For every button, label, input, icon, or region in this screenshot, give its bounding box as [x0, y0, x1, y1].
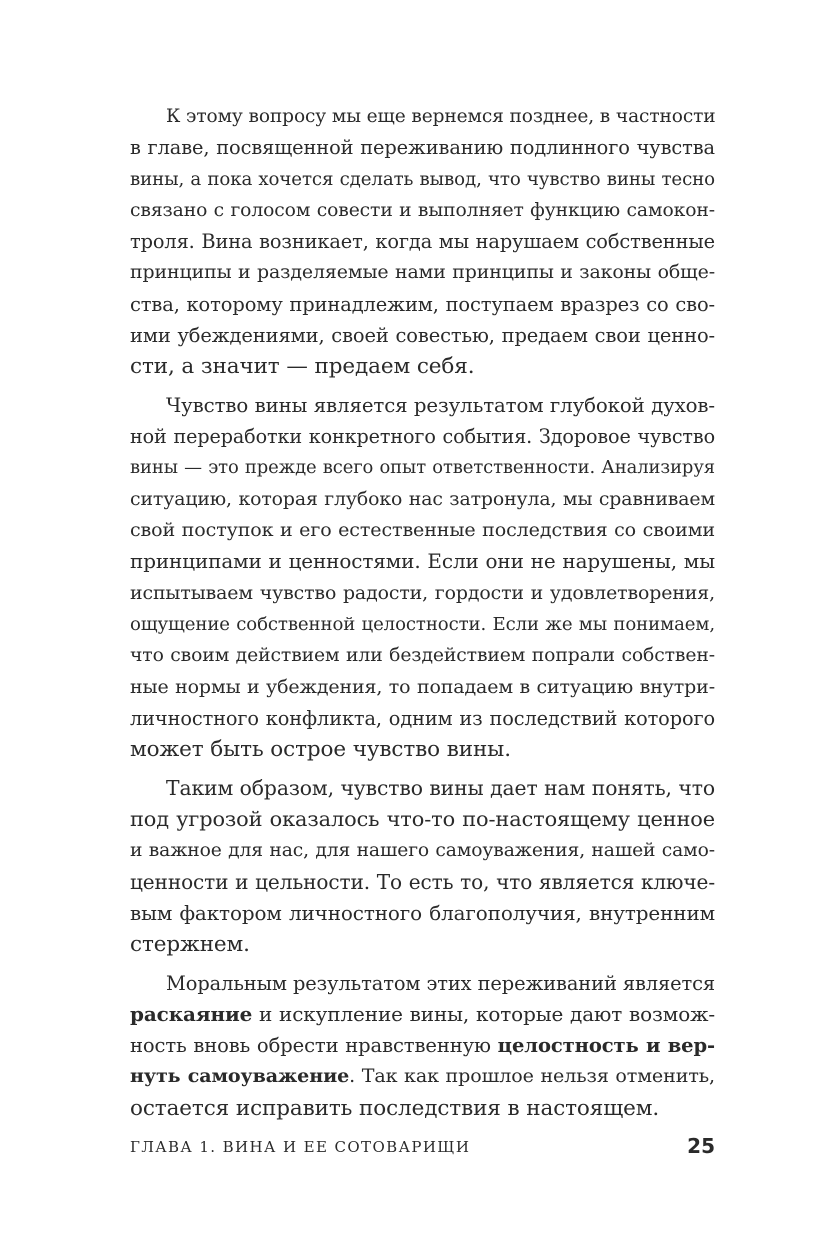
text-line: [130, 999, 715, 1030]
text-line: под угрозой оказалось что-то по-настоящему ценное: [130, 806, 715, 831]
text-line: сти, а значит — предаем себя.: [130, 354, 475, 380]
text-fragment: ность вновь обрести нравственную: [130, 1034, 498, 1058]
text-line: ими убеждениями, своей совестью, предаем свои ценно-: [130, 324, 715, 348]
body-text: [130, 101, 715, 1124]
text-line: ные нормы и убеждения, то попадаем в ситуацию внутри-: [130, 675, 715, 698]
text-line: ства, которому принадлежим, поступаем вразрез со сво-: [130, 292, 715, 316]
text-line: связано с голосом совести и выполняет функцию самокон-: [130, 199, 715, 221]
text-fragment: и искупление вины, которые дают возмож-: [252, 1001, 715, 1026]
text-line: Таким образом, чувство вины дает нам понять, что: [166, 775, 715, 800]
bold-term-self-respect: нуть самоуважение: [130, 1065, 350, 1088]
text-line: принципами и ценностями. Если они не нарушены, мы: [130, 549, 715, 574]
paragraph-1: [130, 101, 715, 383]
text-line: [130, 1030, 715, 1061]
text-line: Чувство вины является результатом глубокой духов-: [166, 393, 715, 417]
text-line: ной переработки конкретного события. Здоровое чувство: [130, 425, 715, 449]
text-line: может быть острое чувство вины.: [130, 737, 511, 763]
text-line: принципы и разделяемые нами принципы и законы обще-: [130, 261, 715, 284]
text-line: свой поступок и его естественные последствия со своими: [130, 519, 715, 542]
text-line: вым фактором личностного благополучия, внутренним: [130, 901, 715, 925]
text-line: что своим действием или бездействием попрали собствен-: [130, 645, 715, 667]
text-line: стержнем.: [130, 932, 250, 958]
page-number: 25: [687, 1134, 715, 1158]
paragraph-4: [130, 968, 715, 1124]
text-line: вины, а пока хочется сделать вывод, что чувство вины тесно: [130, 168, 715, 190]
text-line: в главе, посвященной переживанию подлинного чувства: [130, 136, 715, 160]
text-line: и важное для нас, для нашего самоуважения, нашей само-: [130, 840, 715, 862]
paragraph-2: [130, 390, 715, 766]
text-line: Моральным результатом этих переживаний является: [166, 971, 716, 995]
text-line: К этому вопросу мы еще вернемся позднее, в частности: [166, 106, 716, 127]
text-fragment: . Так как прошлое нельзя отменить,: [349, 1065, 715, 1088]
text-line: ощущение собственной целостности. Если же мы понимаем,: [130, 613, 715, 635]
text-line: ценности и цельности. То есть то, что является ключе-: [130, 869, 715, 894]
paragraph-3: [130, 773, 715, 961]
bold-term-integrity: целостность и вер-: [497, 1034, 716, 1058]
bold-term-repentance: раскаяние: [130, 1001, 253, 1026]
text-line: остается исправить последствия в настоящем.: [130, 1095, 660, 1121]
text-line: троля. Вина возникает, когда мы нарушаем собственные: [130, 230, 715, 254]
text-line: испытываем чувство радости, гордости и удовлетворения,: [130, 581, 715, 604]
running-head: ГЛАВА 1. ВИНА И ЕЕ СОТОВАРИЩИ: [130, 1138, 471, 1156]
page-footer: [130, 1134, 715, 1164]
text-line: личностного конфликта, одним из последствий которого: [130, 706, 715, 730]
text-line: вины — это прежде всего опыт ответственности. Анализируя: [130, 457, 715, 479]
text-line: [130, 1061, 715, 1092]
text-line: ситуацию, которая глубоко нас затронула, мы сравниваем: [130, 488, 715, 510]
